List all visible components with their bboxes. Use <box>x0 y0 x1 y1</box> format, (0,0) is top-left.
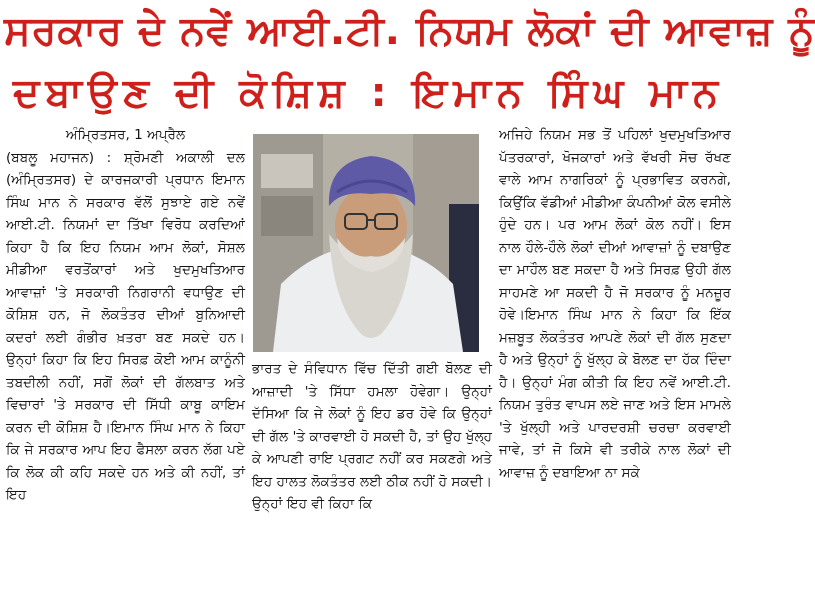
article-text-column-3: ਅਜਿਹੇ ਨਿਯਮ ਸਭ ਤੋਂ ਪਹਿਲਾਂ ਖੁਦਮੁਖਤਿਆਰ ਪੱਤਰਕਾਰਾਂ, ਖੋਜਕਾਰਾਂ ਅਤੇ ਵੱਖਰੀ ਸੋਚ ਰੱਖਣ ਵਾਲੇ ਆਮ ਨਾਗਰਿਕਾਂ ਨੂੰ ਪ੍ਰਭਾਵਿਤ ਕਰਨਗੇ, ਕਿਉਂਕਿ ਵੱਡੀਆਂ ਮੀਡੀਆ ਕੰਪਨੀਆਂ ਕੋਲ ਵਸੀਲੇ ਹੁੰਦੇ ਹਨ। ਪਰ ਆਮ ਲੋਕਾਂ ਕੋਲ ਨਹੀਂ। ਇਸ ਨਾਲ ਹੌਲੇ-ਹੌਲੇ ਲੋਕਾਂ ਦੀਆਂ ਆਵਾਜ਼ਾਂ ਨੂੰ ਦਬਾਉਣ ਦਾ ਮਾਹੌਲ ਬਣ ਸਕਦਾ ਹੈ ਅਤੇ ਸਿਰਫ਼ ਉਹੀ ਗੱਲ ਸਾਹਮਣੇ ਆ ਸਕਦੀ ਹੈ ਜੋ ਸਰਕਾਰ ਨੂੰ ਮਨਜ਼ੂਰ ਹੋਵੇ।ਇਮਾਨ ਸਿੰਘ ਮਾਨ ਨੇ ਕਿਹਾ ਕਿ ਇੱਕ ਮਜ਼ਬੂਤ ਲੋਕਤੰਤਰ ਆਪਣੇ ਲੋਕਾਂ ਦੀ ਗੱਲ ਸੁਣਦਾ ਹੈ ਅਤੇ ਉਨ੍ਹਾਂ ਨੂੰ ਖੁੱਲ੍ਹ ਕੇ ਬੋਲਣ ਦਾ ਹੱਕ ਦਿੰਦਾ ਹੈ। ਉਨ੍ਹਾਂ ਮੰਗ ਕੀਤੀ ਕਿ ਇਹ ਨਵੇਂ ਆਈ.ਟੀ. ਨਿਯਮ ਤੁਰੰਤ ਵਾਪਸ ਲਏ ਜਾਣ ਅਤੇ ਇਸ ਮਾਮਲੇ 'ਤੇ ਖੁੱਲ੍ਹੀ ਅਤੇ ਪਾਰਦਰਸ਼ੀ ਚਰਚਾ ਕਰਵਾਈ ਜਾਵੇ, ਤਾਂ ਜੋ ਕਿਸੇ ਵੀ ਤਰੀਕੇ ਨਾਲ ਲੋਕਾਂ ਦੀ ਆਵਾਜ਼ ਨੂੰ ਦਬਾਇਆ ਨਾ ਸਕੇ <box>499 127 731 481</box>
headline-line-2: ਦਬਾਉਣ ਦੀ ਕੋਸ਼ਿਸ਼ : ਇਮਾਨ ਸਿੰਘ ਮਾਨ <box>13 70 724 116</box>
article-text-column-1: (ਬਬਲੂ ਮਹਾਜਨ) : ਸ਼੍ਰੋਮਣੀ ਅਕਾਲੀ ਦਲ (ਅੰਮ੍ਰਿਤਸਰ) ਦੇ ਕਾਰਜਕਾਰੀ ਪ੍ਰਧਾਨ ਇਮਾਨ ਸਿੰਘ ਮਾਨ ਨੇ ਸਰਕਾਰ ਵੱਲੋਂ ਸੁਝਾਏ ਗਏ ਨਵੇਂ ਆਈ.ਟੀ. ਨਿਯਮਾਂ ਦਾ ਤਿੱਖਾ ਵਿਰੋਧ ਕਰਦਿਆਂ ਕਿਹਾ ਹੈ ਕਿ ਇਹ ਨਿਯਮ ਆਮ ਲੋਕਾਂ, ਸੋਸ਼ਲ ਮੀਡੀਆ ਵਰਤੋਂਕਾਰਾਂ ਅਤੇ ਖੁਦਮੁਖਤਿਆਰ ਆਵਾਜ਼ਾਂ 'ਤੇ ਸਰਕਾਰੀ ਨਿਗਰਾਨੀ ਵਧਾਉਣ ਦੀ ਕੋਸ਼ਿਸ਼ ਹਨ, ਜੋ ਲੋਕਤੰਤਰ ਦੀਆਂ ਬੁਨਿਆਦੀ ਕਦਰਾਂ ਲਈ ਗੰਭੀਰ ਖ਼ਤਰਾ ਬਣ ਸਕਦੇ ਹਨ। ਉਨ੍ਹਾਂ ਕਿਹਾ ਕਿ ਇਹ ਸਿਰਫ਼ ਕੋਈ ਆਮ ਕਾਨੂੰਨੀ ਤਬਦੀਲੀ ਨਹੀਂ, ਸਗੋਂ ਲੋਕਾਂ ਦੀ ਗੱਲਬਾਤ ਅਤੇ ਵਿਚਾਰਾਂ 'ਤੇ ਸਰਕਾਰ ਦੀ ਸਿੱਧੀ ਕਾਬੂ ਕਾਇਮ ਕਰਨ ਦੀ ਕੋਸ਼ਿਸ਼ ਹੈ।ਇਮਾਨ ਸਿੰਘ ਮਾਨ ਨੇ ਕਿਹਾ ਕਿ ਜੇ ਸਰਕਾਰ ਆਪ ਇਹ ਫੈਸਲਾ ਕਰਨ ਲੱਗ ਪਏ ਕਿ ਲੋਕ ਕੀ ਕਹਿ ਸਕਦੇ ਹਨ ਅਤੇ ਕੀ ਨਹੀਂ, ਤਾਂ ਇਹ <box>6 149 245 503</box>
dateline: ਅੰਮ੍ਰਿਤਸਰ, 1 ਅਪ੍ਰੈਲ <box>65 127 186 143</box>
article-text-column-2: ਭਾਰਤ ਦੇ ਸੰਵਿਧਾਨ ਵਿੱਚ ਦਿੱਤੀ ਗਈ ਬੋਲਣ ਦੀ ਆਜ਼ਾਦੀ 'ਤੇ ਸਿੱਧਾ ਹਮਲਾ ਹੋਵੇਗਾ। ਉਨ੍ਹਾਂ ਦੱਸਿਆ ਕਿ ਜੇ ਲੋਕਾਂ ਨੂੰ ਇਹ ਡਰ ਹੋਵੇ ਕਿ ਉਨ੍ਹਾਂ ਦੀ ਗੱਲ 'ਤੇ ਕਾਰਵਾਈ ਹੋ ਸਕਦੀ ਹੈ, ਤਾਂ ਉਹ ਖੁੱਲ੍ਹ ਕੇ ਆਪਣੀ ਰਾਇ ਪ੍ਰਗਟ ਨਹੀਂ ਕਰ ਸਕਣਗੇ ਅਤੇ ਇਹ ਹਾਲਤ ਲੋਕਤੰਤਰ ਲਈ ਠੀਕ ਨਹੀਂ ਹੋ ਸਕਦੀ।ਉਨ੍ਹਾਂ ਇਹ ਵੀ ਕਿਹਾ ਕਿ <box>252 361 492 512</box>
article-column-1 <box>6 124 245 602</box>
article-column-3 <box>499 124 731 602</box>
headline-line-1: ਸਰਕਾਰ ਦੇ ਨਵੇਂ ਆਈ.ਟੀ. ਨਿਯਮ ਲੋਕਾਂ ਦੀ ਆਵਾਜ਼ ਨੂੰ <box>4 8 815 54</box>
portrait-photo <box>253 134 479 352</box>
article-column-2 <box>252 358 492 602</box>
portrait-illustration <box>253 134 479 352</box>
dateline-row <box>6 124 245 147</box>
